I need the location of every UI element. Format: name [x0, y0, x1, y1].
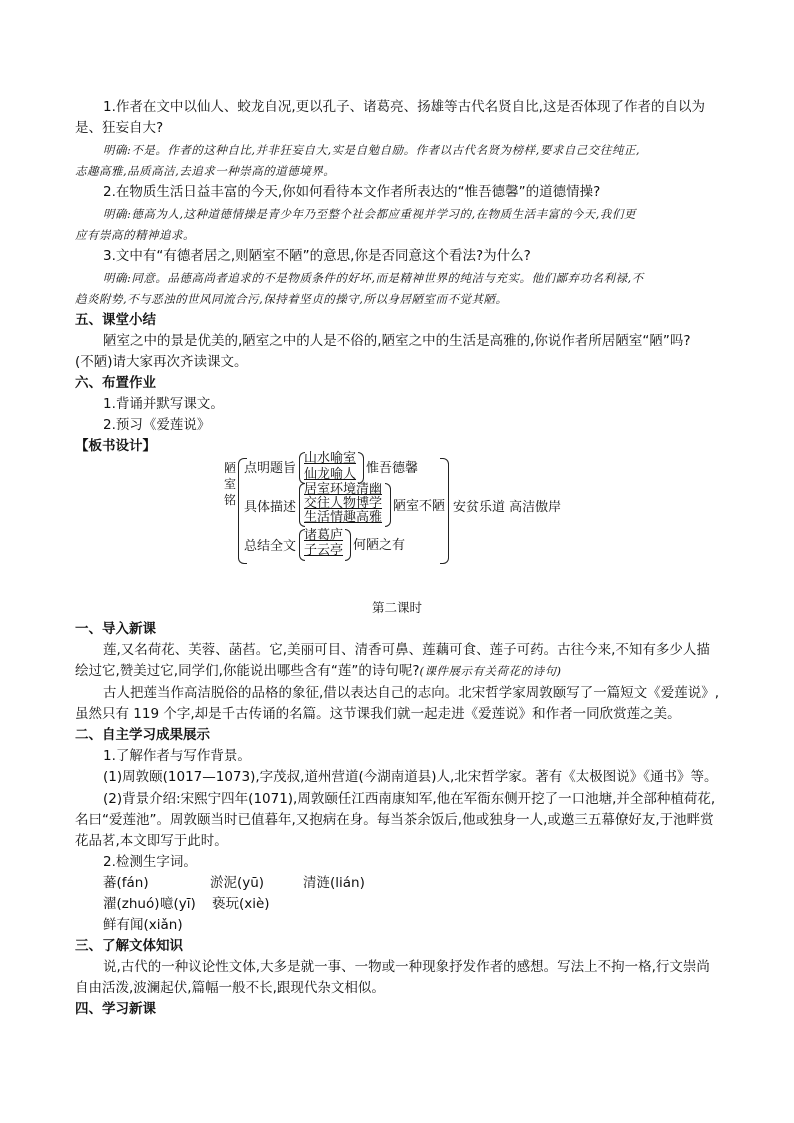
board-row1-result: 惟吾德馨 [366, 461, 419, 476]
answer-3: 明确:同意。品德高尚者追求的不是物质条件的好坏,而是精神世界的纯洁与充实。他们鄙弃功名利禄,不 [103, 271, 644, 285]
background-info: (2)背景介绍:宋熙宁四年(1071),周敦颐任江西南康知军,他在军衙东侧开挖了一口池塘,并全部种植荷花, [103, 791, 716, 807]
homework-item-1: 1.背诵并默写课文。 [103, 396, 224, 412]
answer-1: 明确:不是。作者的这种自比,并非狂妄自大,实是自勉自励。作者以古代名贤为榜样,要求自己交往纯正, [103, 143, 640, 157]
board-row3-b: 子云亭 [304, 543, 344, 558]
board-brace-row3-right [345, 529, 351, 561]
question-1-cont: 是、狂妄自大? [75, 120, 164, 136]
vocab-2: 淤泥(yū) [210, 875, 265, 891]
homework-heading: 六、布置作业 [75, 375, 156, 391]
board-row2-result: 陋室不陋 [393, 499, 446, 514]
background-info-cont: 名曰“爱莲池”。周敦颐当时已值暮年,又抱病在身。每当茶余饭后,他或独身一人,或邀三五幕僚好友,于池畔赏 [75, 812, 714, 828]
vocab-6: 亵玩(xiè) [212, 896, 270, 912]
answer-3-cont: 趋炎附势,不与恶浊的世风同流合污,保持着坚贞的操守,所以身居陋室而不觉其陋。 [75, 292, 508, 306]
author-info: (1)周敦颐(1017—1073),字茂叔,道州营道(今湖南道县)人,北宋哲学家。著有《太极图说》《通书》等。 [103, 769, 718, 785]
selfstudy-item-1: 1.了解作者与写作背景。 [103, 748, 251, 764]
question-3: 3.文中有“有德者居之,则陋室不陋”的意思,你是否同意这个看法?为什么? [103, 248, 531, 264]
board-title: 陋室铭 [223, 461, 236, 507]
intro-paragraph-1: 莲,又名荷花、芙蓉、菡萏。它,美丽可目、清香可鼻、莲藕可食、莲子可药。古往今来,不知有多少人描 [103, 642, 710, 658]
new-lesson-heading: 四、学习新课 [75, 1001, 156, 1017]
genre-text-cont: 自由活泼,波澜起伏,篇幅一般不长,跟现代杂文相似。 [75, 980, 385, 996]
background-info-cont-2: 花品茗,本文即写于此时。 [75, 833, 228, 849]
vocab-3: 清涟(lián) [303, 875, 365, 891]
homework-item-2: 2.预习《爱莲说》 [103, 417, 211, 433]
genre-text: 说,古代的一种议论性文体,大多是就一事、一物或一种现象抒发作者的感想。写法上不拘一格,行文崇尚 [103, 959, 710, 975]
summary-text: 陋室之中的景是优美的,陋室之中的人是不俗的,陋室之中的生活是高雅的,你说作者所居陋室“陋”吗? [103, 333, 691, 349]
board-conclusion: 安贫乐道 高洁傲岸 [453, 500, 562, 515]
summary-text-cont: (不陋)请大家再次齐读课文。 [75, 354, 248, 370]
board-row2-c: 生活情趣高雅 [304, 510, 383, 525]
board-row3-result: 何陋之有 [353, 538, 406, 553]
intro-paragraph-2-cont: 虽然只有 119 个字,却是千古传诵的名篇。这节课我们就一起走进《爱莲说》和作者一同欣赏莲之美。 [75, 706, 681, 722]
intro-heading: 一、导入新课 [75, 621, 156, 637]
genre-heading: 三、了解文体知识 [75, 938, 183, 954]
board-row1-b: 仙龙喻人 [304, 467, 357, 482]
answer-2: 明确:德高为人,这种道德情操是青少年乃至整个社会都应重视并学习的,在物质生活丰富的今天,我们更 [103, 207, 636, 221]
board-brace-row1-right [358, 452, 364, 484]
board-row2-a: 居室环境清幽 [304, 482, 383, 497]
question-2: 2.在物质生活日益丰富的今天,你如何看待本文作者所表达的“惟吾德馨”的道德情操? [103, 184, 601, 200]
lesson-2-title: 第二课时 [371, 600, 422, 615]
board-row1-a: 山水喻室 [304, 451, 357, 466]
board-heading: 【板书设计】 [75, 438, 156, 454]
vocab-1: 蕃(fán) [103, 875, 149, 891]
board-brace-final [440, 458, 449, 564]
answer-1-cont: 志趣高雅,品质高洁,去追求一种崇高的道德境界。 [75, 164, 336, 178]
board-brace-row2-right [385, 483, 391, 527]
vocab-5: 噫(yī) [160, 896, 196, 912]
board-row2-label: 具体描述 [244, 500, 297, 515]
summary-heading: 五、课堂小结 [75, 312, 156, 328]
question-1: 1.作者在文中以仙人、蛟龙自况,更以孔子、诸葛亮、扬雄等古代名贤自比,这是否体现了作者的自以为 [103, 99, 705, 115]
board-row3-a: 诸葛庐 [304, 528, 344, 543]
selfstudy-heading: 二、自主学习成果展示 [75, 727, 210, 743]
vocab-4: 濯(zhuó) [103, 896, 160, 912]
board-row2-b: 交往人物博学 [304, 496, 383, 511]
courseware-note: (课件展示有关荷花的诗句) [419, 664, 562, 678]
answer-2-cont: 应有崇高的精神追求。 [75, 228, 195, 242]
intro-text: 绘过它,赞美过它,同学们,你能说出哪些含有“莲”的诗句呢? [75, 663, 420, 679]
intro-paragraph-1-cont [75, 661, 562, 681]
vocab-7: 鲜有闻(xiǎn) [103, 917, 183, 933]
selfstudy-item-2: 2.检测生字词。 [103, 854, 197, 870]
intro-paragraph-2: 古人把莲当作高洁脱俗的品格的象征,借以表达自己的志向。北宋哲学家周敦颐写了一篇短文《爱莲说》, [103, 685, 720, 701]
board-row3-label: 总结全文 [244, 539, 297, 554]
board-row1-label: 点明题旨 [244, 461, 297, 476]
